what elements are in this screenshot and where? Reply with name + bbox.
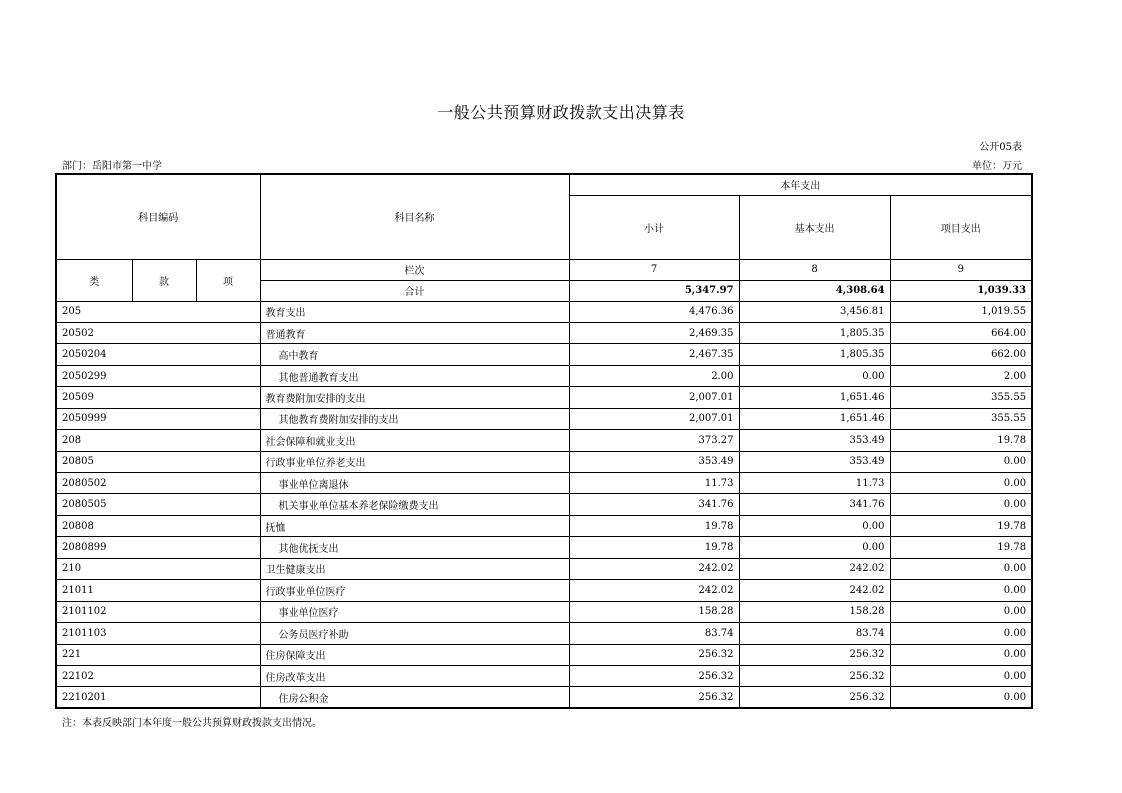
table-row xyxy=(56,473,1032,494)
row-name: 教育支出 xyxy=(260,301,569,322)
row-code: 2050204 xyxy=(56,344,260,365)
form-number: 公开05表 xyxy=(979,142,1022,153)
table-row xyxy=(56,515,1032,536)
row-project: 19.78 xyxy=(890,430,1032,451)
row-basic: 256.32 xyxy=(739,644,890,665)
row-project: 0.00 xyxy=(890,473,1032,494)
row-code: 2210201 xyxy=(56,687,260,708)
row-project: 1,019.55 xyxy=(890,301,1032,322)
row-code: 2080505 xyxy=(56,494,260,515)
row-basic: 242.02 xyxy=(739,580,890,601)
row-name: 教育费附加安排的支出 xyxy=(260,387,569,408)
row-subtotal: 4,476.36 xyxy=(569,301,739,322)
row-project: 0.00 xyxy=(890,665,1032,686)
table-row xyxy=(56,365,1032,386)
row-subtotal: 19.78 xyxy=(569,537,739,558)
row-code: 2101103 xyxy=(56,623,260,644)
row-subtotal: 158.28 xyxy=(569,601,739,622)
header-col-7: 7 xyxy=(569,259,739,280)
row-code: 208 xyxy=(56,430,260,451)
table-row xyxy=(56,430,1032,451)
header-subtotal: 小计 xyxy=(569,195,739,259)
row-name: 住房改革支出 xyxy=(260,665,569,686)
header-basic: 基本支出 xyxy=(739,195,890,259)
row-subtotal: 256.32 xyxy=(569,687,739,708)
row-subtotal: 83.74 xyxy=(569,623,739,644)
table-row xyxy=(56,537,1032,558)
row-name: 住房保障支出 xyxy=(260,644,569,665)
header-project: 项目支出 xyxy=(890,195,1032,259)
row-subtotal: 242.02 xyxy=(569,580,739,601)
row-project: 2.00 xyxy=(890,365,1032,386)
total-project: 1,039.33 xyxy=(890,280,1032,301)
row-code: 20808 xyxy=(56,515,260,536)
row-subtotal: 341.76 xyxy=(569,494,739,515)
row-name: 住房公积金 xyxy=(260,687,569,708)
row-name: 机关事业单位基本养老保险缴费支出 xyxy=(260,494,569,515)
row-name: 社会保障和就业支出 xyxy=(260,430,569,451)
row-project: 355.55 xyxy=(890,387,1032,408)
row-subtotal: 2,467.35 xyxy=(569,344,739,365)
row-project: 19.78 xyxy=(890,537,1032,558)
row-project: 19.78 xyxy=(890,515,1032,536)
department-label: 部门：岳阳市第一中学 xyxy=(62,161,162,172)
row-code: 221 xyxy=(56,644,260,665)
row-name: 事业单位离退休 xyxy=(260,473,569,494)
row-code: 205 xyxy=(56,301,260,322)
row-name: 其他普通教育支出 xyxy=(260,365,569,386)
table-row xyxy=(56,408,1032,429)
row-project: 662.00 xyxy=(890,344,1032,365)
row-name: 卫生健康支出 xyxy=(260,558,569,579)
table-row xyxy=(56,644,1032,665)
row-basic: 1,805.35 xyxy=(739,322,890,343)
row-subtotal: 11.73 xyxy=(569,473,739,494)
row-subtotal: 19.78 xyxy=(569,515,739,536)
row-subtotal: 2.00 xyxy=(569,365,739,386)
row-project: 0.00 xyxy=(890,451,1032,472)
row-basic: 0.00 xyxy=(739,515,890,536)
table-row xyxy=(56,623,1032,644)
row-basic: 1,651.46 xyxy=(739,408,890,429)
row-code: 22102 xyxy=(56,665,260,686)
row-basic: 83.74 xyxy=(739,623,890,644)
unit-label: 单位：万元 xyxy=(972,161,1022,172)
row-code: 20509 xyxy=(56,387,260,408)
row-project: 0.00 xyxy=(890,623,1032,644)
table-row xyxy=(56,301,1032,322)
row-basic: 1,805.35 xyxy=(739,344,890,365)
row-code: 210 xyxy=(56,558,260,579)
row-code: 2101102 xyxy=(56,601,260,622)
row-name: 其他教育费附加安排的支出 xyxy=(260,408,569,429)
table-row xyxy=(56,322,1032,343)
header-xiang: 项 xyxy=(196,259,260,301)
report-title: 一般公共预算财政拨款支出决算表 xyxy=(437,103,685,122)
row-name: 普通教育 xyxy=(260,322,569,343)
row-basic: 256.32 xyxy=(739,665,890,686)
row-basic: 158.28 xyxy=(739,601,890,622)
row-subtotal: 373.27 xyxy=(569,430,739,451)
table-row xyxy=(56,665,1032,686)
row-basic: 353.49 xyxy=(739,451,890,472)
row-code: 2050999 xyxy=(56,408,260,429)
row-project: 0.00 xyxy=(890,494,1032,515)
table-row xyxy=(56,580,1032,601)
row-basic: 0.00 xyxy=(739,537,890,558)
header-name: 科目名称 xyxy=(260,174,569,259)
table-row xyxy=(56,687,1032,708)
row-name: 抚恤 xyxy=(260,515,569,536)
table-row xyxy=(56,344,1032,365)
header-col-9: 9 xyxy=(890,259,1032,280)
expenditure-table xyxy=(55,173,1033,709)
row-basic: 242.02 xyxy=(739,558,890,579)
row-basic: 11.73 xyxy=(739,473,890,494)
header-column-label: 栏次 xyxy=(260,259,569,280)
row-name: 行政事业单位医疗 xyxy=(260,580,569,601)
total-subtotal: 5,347.97 xyxy=(569,280,739,301)
row-subtotal: 256.32 xyxy=(569,644,739,665)
row-project: 0.00 xyxy=(890,601,1032,622)
table-row xyxy=(56,601,1032,622)
row-code: 2080502 xyxy=(56,473,260,494)
table-row xyxy=(56,494,1032,515)
row-code: 2080899 xyxy=(56,537,260,558)
row-name: 其他优抚支出 xyxy=(260,537,569,558)
row-subtotal: 256.32 xyxy=(569,665,739,686)
row-name: 高中教育 xyxy=(260,344,569,365)
row-subtotal: 2,469.35 xyxy=(569,322,739,343)
row-project: 664.00 xyxy=(890,322,1032,343)
row-basic: 341.76 xyxy=(739,494,890,515)
row-basic: 1,651.46 xyxy=(739,387,890,408)
row-name: 事业单位医疗 xyxy=(260,601,569,622)
row-basic: 0.00 xyxy=(739,365,890,386)
header-lei: 类 xyxy=(56,259,132,301)
row-basic: 256.32 xyxy=(739,687,890,708)
row-name: 行政事业单位养老支出 xyxy=(260,451,569,472)
table-row xyxy=(56,387,1032,408)
row-code: 21011 xyxy=(56,580,260,601)
row-subtotal: 2,007.01 xyxy=(569,408,739,429)
row-basic: 353.49 xyxy=(739,430,890,451)
row-code: 20502 xyxy=(56,322,260,343)
header-this-year: 本年支出 xyxy=(569,174,1032,195)
row-subtotal: 353.49 xyxy=(569,451,739,472)
row-project: 0.00 xyxy=(890,558,1032,579)
row-name: 公务员医疗补助 xyxy=(260,623,569,644)
table-row xyxy=(56,451,1032,472)
header-code: 科目编码 xyxy=(56,174,260,259)
row-project: 0.00 xyxy=(890,580,1032,601)
row-project: 355.55 xyxy=(890,408,1032,429)
row-code: 20805 xyxy=(56,451,260,472)
row-project: 0.00 xyxy=(890,644,1032,665)
row-subtotal: 242.02 xyxy=(569,558,739,579)
row-basic: 3,456.81 xyxy=(739,301,890,322)
row-project: 0.00 xyxy=(890,687,1032,708)
row-code: 2050299 xyxy=(56,365,260,386)
header-col-8: 8 xyxy=(739,259,890,280)
row-subtotal: 2,007.01 xyxy=(569,387,739,408)
footnote: 注：本表反映部门本年度一般公共预算财政拨款支出情况。 xyxy=(62,718,322,729)
total-basic: 4,308.64 xyxy=(739,280,890,301)
total-label: 合计 xyxy=(260,280,569,301)
header-kuan: 款 xyxy=(132,259,196,301)
table-row xyxy=(56,558,1032,579)
